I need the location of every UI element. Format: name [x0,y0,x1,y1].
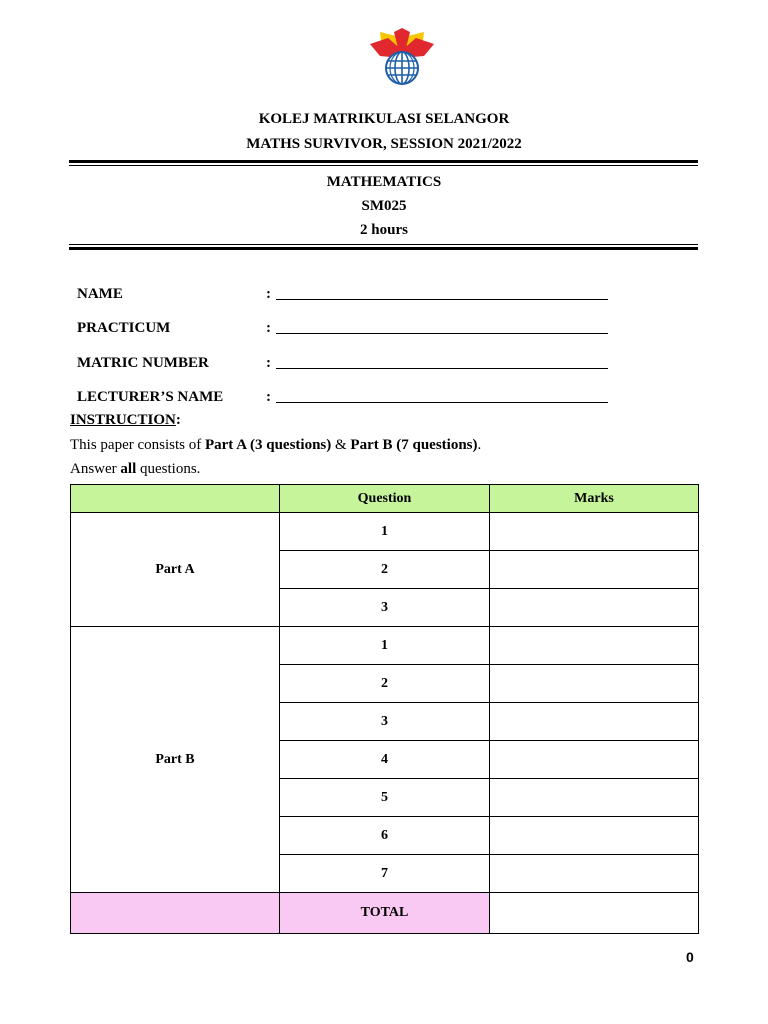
question-number: 1 [280,627,490,665]
marks-cell[interactable] [490,513,699,551]
question-number: 6 [280,817,490,855]
header-marks: Marks [490,485,699,513]
table-header-row [71,485,699,513]
table-row [71,513,699,551]
instruction-line-1 [70,436,481,454]
question-number: 1 [280,513,490,551]
part-b-label: Part B [71,627,280,893]
marks-cell[interactable] [490,551,699,589]
marks-table [70,484,699,934]
name-label: NAME [77,286,123,302]
matric-number-label: MATRIC NUMBER [77,355,209,371]
page-number: 0 [686,949,694,965]
header-question: Question [280,485,490,513]
question-number: 4 [280,741,490,779]
marks-cell[interactable] [490,817,699,855]
bottom-divider-thin [69,244,698,245]
bottom-divider [69,247,698,250]
question-number: 2 [280,665,490,703]
matric-number-field[interactable] [276,368,608,369]
top-divider [69,160,698,163]
total-blank [71,893,280,934]
total-label: TOTAL [280,893,490,934]
college-logo [366,26,438,86]
matric-number-colon: : [266,355,271,371]
instruction-heading-colon: : [175,412,181,428]
lecturer-name-field[interactable] [276,402,608,403]
exam-title: MATHS SURVIVOR, SESSION 2021/2022 [246,136,522,152]
instruction-line-2 [70,460,200,478]
part-a-count: Part A (3 questions) [204,437,332,453]
header-blank [71,485,280,513]
total-row [71,893,699,934]
question-number: 2 [280,551,490,589]
instruction-text: questions. [136,461,201,477]
question-number: 7 [280,855,490,893]
top-divider-thin [69,165,698,166]
question-number: 5 [280,779,490,817]
name-field[interactable] [276,299,608,300]
practicum-label: PRACTICUM [77,320,171,336]
instruction-text: Answer [70,461,121,477]
table-row [71,627,699,665]
instruction-emphasis: all [120,461,137,477]
instruction-heading-text: INSTRUCTION [70,412,176,428]
total-marks-cell[interactable] [490,893,699,934]
question-number: 3 [280,703,490,741]
part-b-count: Part B (7 questions) [350,437,478,453]
instruction-text: This paper consists of [70,437,205,453]
instruction-text: & [331,437,351,453]
subject-title: MATHEMATICS [326,174,442,190]
institution-name: KOLEJ MATRIKULASI SELANGOR [258,111,510,127]
marks-cell[interactable] [490,741,699,779]
instruction-heading [70,411,181,429]
part-a-label: Part A [71,513,280,627]
lecturer-name-label: LECTURER’S NAME [77,389,224,405]
practicum-field[interactable] [276,333,608,334]
marks-cell[interactable] [490,665,699,703]
marks-cell[interactable] [490,779,699,817]
practicum-colon: : [266,320,271,336]
marks-cell[interactable] [490,627,699,665]
exam-duration: 2 hours [360,222,408,238]
subject-code: SM025 [361,198,407,214]
name-colon: : [266,286,271,302]
question-number: 3 [280,589,490,627]
instruction-text: . [477,437,482,453]
lecturer-name-colon: : [266,389,271,405]
marks-cell[interactable] [490,855,699,893]
marks-cell[interactable] [490,703,699,741]
marks-cell[interactable] [490,589,699,627]
